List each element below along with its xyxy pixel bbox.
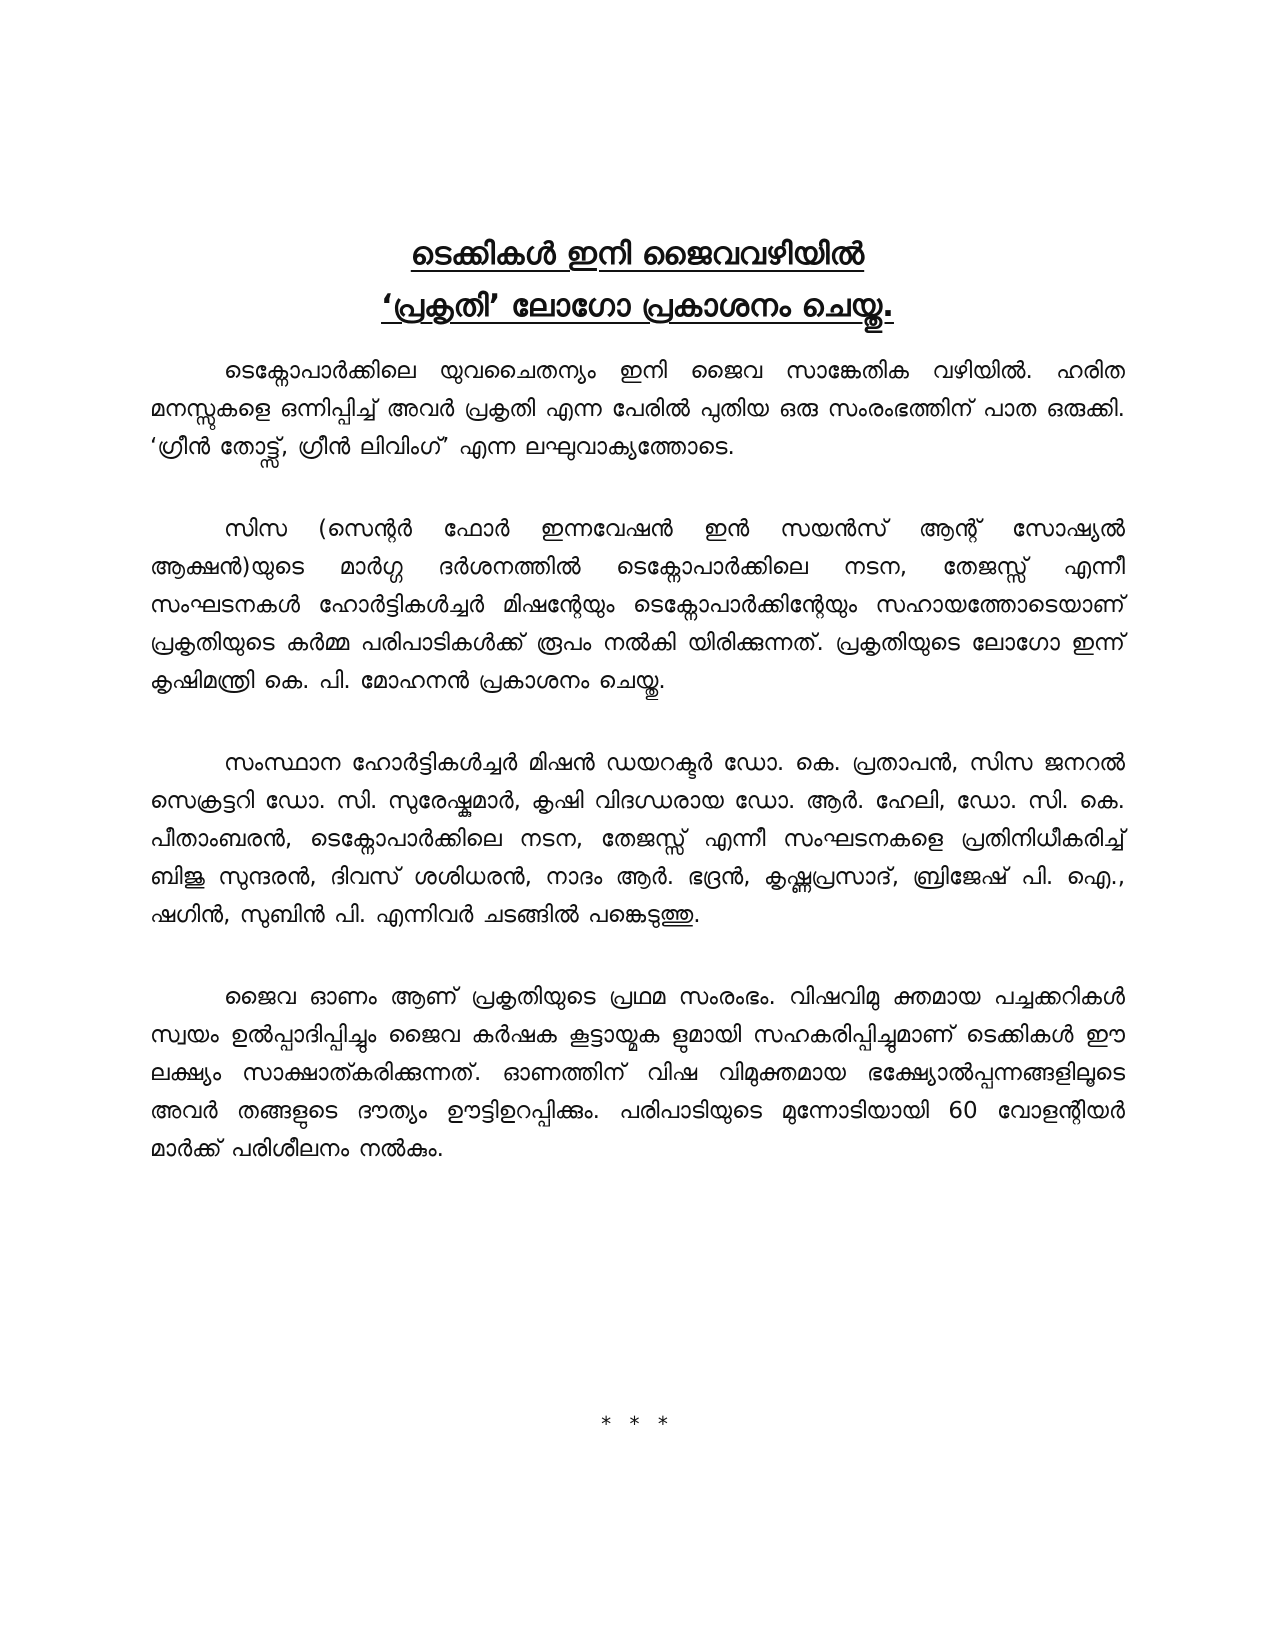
paragraph-1: ടെക്നോപാർക്കിലെ യുവചൈതന്യം ഇനി ജൈവ സാങ്കേതിക വഴിയിൽ. ഹരിത മനസ്സുകളെ ഒന്നിപ്പിച്ച് അവർ പ്രകൃതി എന്ന പേരിൽ പുതിയ ഒരു സംരംഭത്തിന് പാത ഒരുക്കി. ‘ഗ്രീൻ തോട്ട്സ്, ഗ്രീൻ ലിവിംഗ്’ എന്ന ലഘുവാക്യത്തോടെ. xyxy=(150,358,1125,460)
paragraph-2: സിസ (സെന്റർ ഫോർ ഇന്നവേഷൻ ഇൻ സയൻസ് ആന്റ് സോഷ്യൽ ആക്ഷൻ)യുടെ മാർഗ്ഗ ദർശനത്തിൽ ടെക്നോപാർക്കിലെ നടന, തേജസ്സ് എന്നീ സംഘടനകൾ ഹോർട്ടികൾച്ചർ മിഷന്റേയും ടെക്നോപാർക്കിന്റേയും സഹായത്തോടെയാണ് പ്രകൃതിയുടെ കർമ്മ പരിപാടികൾക്ക് രൂപം നൽകി യിരിക്കുന്നത്. പ്രകൃതിയുടെ ലോഗോ ഇന്ന് കൃഷിമന്ത്രി കെ. പി. മോഹനൻ പ്രകാശനം ചെയ്തു. xyxy=(150,516,1125,694)
title-line-1: ടെക്കികൾ ഇനി ജൈവവഴിയിൽ xyxy=(410,236,865,272)
end-marker: * * * xyxy=(601,1412,674,1436)
page-title xyxy=(150,228,1125,332)
title-line-2: ‘പ്രകൃതി’ ലോഗോ പ്രകാശനം ചെയ്തു. xyxy=(381,288,894,324)
paragraph-4: ജൈവ ഓണം ആണ് പ്രകൃതിയുടെ പ്രഥമ സംരംഭം. വിഷവിമു ക്തമായ പച്ചക്കറികൾ സ്വയം ഉൽപ്പാദിപ്പിച്ചും ജൈവ കർഷക കൂട്ടായ്മക ളുമായി സഹകരിപ്പിച്ചുമാണ് ടെക്കികൾ ഈ ലക്ഷ്യം സാക്ഷാത്കരിക്കുന്നത്. ഓണത്തിന് വിഷ വിമുക്തമായ ഭക്ഷ്യോൽപ്പന്നങ്ങളിലൂടെ അവർ തങ്ങളുടെ ദൗത്യം ഊട്ടിഉറപ്പിക്കും. പരിപാടിയുടെ മുന്നോടിയായി 60 വോളന്റിയർ മാർക്ക് പരിശീലനം നൽകും. xyxy=(150,984,1125,1162)
article-body xyxy=(150,352,1125,1212)
paragraph-3: സംസ്ഥാന ഹോർട്ടികൾച്ചർ മിഷൻ ഡയറക്ടർ ഡോ. കെ. പ്രതാപൻ, സിസ ജനറൽ സെക്രട്ടറി ഡോ. സി. സുരേഷ്കുമാർ, കൃഷി വിദഗ്ധരായ ഡോ. ആർ. ഹേലി, ഡോ. സി. കെ. പീതാംബരൻ, ടെക്നോപാർക്കിലെ നടന, തേജസ്സ് എന്നീ സംഘടനകളെ പ്രതിനിധീകരിച്ച് ബിജു സുന്ദരൻ, ദിവസ് ശശിധരൻ, നാദം ആർ. ഭദ്രൻ, കൃഷ്ണപ്രസാദ്, ബ്രിജേഷ് പി. ഐ., ഷഗിൻ, സുബിൻ പി. എന്നിവർ ചടങ്ങിൽ പങ്കെടുത്തു. xyxy=(150,750,1125,928)
